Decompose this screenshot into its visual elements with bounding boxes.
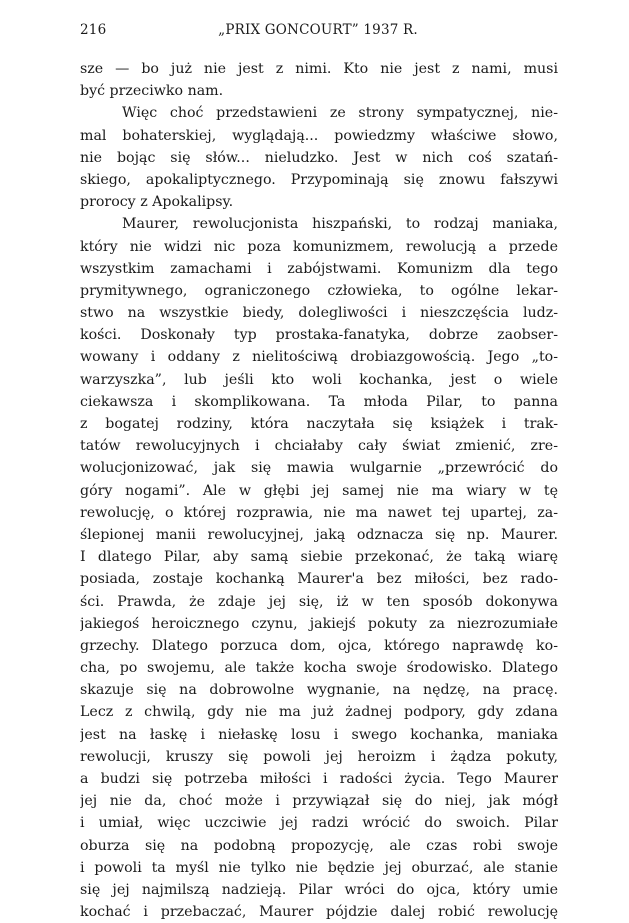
text-line: który nie widzi nic poza komunizmem, rewolucją a przede <box>80 238 558 255</box>
text-line: góry nogami”. Ale w głębi jej samej nie ma wiary w tę <box>80 482 558 499</box>
text-line: I dlatego Pilar, aby samą siebie przekonać, że taką wiarę <box>80 549 558 566</box>
text-line: prorocy z Apokalipsy. <box>80 194 234 211</box>
text-line: sze — bo już nie jest z nimi. Kto nie jest z nami, musi <box>80 61 558 77</box>
text-line: z bogatej rodziny, która naczytała się książek i trak- <box>80 416 558 432</box>
text-line: być przeciwko nam. <box>80 83 224 100</box>
text-line: jest na łaskę i niełaskę losu i swego kochanka, maniaka <box>80 726 558 743</box>
text-line: i powoli ta myśl nie tylko nie będzie jej oburzać, ale stanie <box>80 859 558 876</box>
text-line: kości. Doskonały typ prostaka-fanatyka, dobrze zaobser- <box>80 327 558 344</box>
text-line: prymitywnego, ograniczonego człowieka, to ogólne lekar- <box>80 282 558 299</box>
text-line: i umiał, więc uczciwie jej radzi wrócić do swoich. Pilar <box>80 815 558 832</box>
text-line: a budzi się potrzeba miłości i radości życia. Tego Maurer <box>80 771 558 787</box>
text-line: Więc choć przedstawieni ze strony sympatycznej, nie- <box>122 105 558 122</box>
text-line: rewolucji, kruszy się powoli jej heroizm i żądza pokuty, <box>80 748 558 765</box>
text-line: ślepionej manii rewolucyjnej, jaką odznacza się np. Maurer. <box>80 526 558 543</box>
text-line: warzyszka”, lub jeśli kto woli kochanka, jest o wiele <box>80 371 558 388</box>
text-line: rewolucję, o której rozprawia, nie ma nawet tej upartej, za- <box>80 504 558 521</box>
text-line: Maurer, rewolucjonista hiszpański, to rodzaj maniaka, <box>122 216 558 233</box>
text-line: stwo na wszystkie biedy, dolegliwości i nieszczęścia ludz- <box>80 305 558 322</box>
text-line: mal bohaterskiej, wyglądają... powiedzmy właściwe słowo, <box>80 127 558 144</box>
text-line: oburza się na podobną propozycję, ale czas robi swoje <box>80 837 558 854</box>
text-line: skiego, apokaliptycznego. Przypominają się znowu fałszywi <box>80 171 558 188</box>
text-line: wowany i oddany z nielitościwą drobiazgowością. Jego „to- <box>80 349 558 366</box>
page-number: 216 <box>80 22 107 38</box>
text-line: wolucjonizować, jak się mawia wulgarnie „przewrócić do <box>80 460 558 477</box>
body-text <box>80 58 558 923</box>
text-line: posiada, zostaje kochanką Maurer'a bez miłości, bez rado- <box>80 571 558 588</box>
text-line: nie bojąc się słów... nieludzko. Jest w nich coś szatań- <box>80 149 558 166</box>
text-line: się jej najmilszą nadzieją. Pilar wróci do ojca, który umie <box>80 881 558 898</box>
text-line: ciekawsza i skomplikowana. Ta młoda Pilar, to panna <box>80 393 558 410</box>
text-line: ści. Prawda, że zdaje jej się, iż w ten sposób dokonywa <box>80 593 558 610</box>
page-header <box>80 22 556 42</box>
text-line: skazuje się na dobrowolne wygnanie, na nędzę, na pracę. <box>80 682 558 699</box>
running-title: „PRIX GONCOURT” 1937 R. <box>218 22 418 38</box>
text-line: tatów rewolucyjnych i chciałaby cały świat zmienić, zre- <box>80 438 558 455</box>
text-line: cha, po swojemu, ale także kocha swoje środowisko. Dlatego <box>80 660 558 677</box>
text-line: Lecz z chwilą, gdy nie ma już żadnej podpory, gdy zdana <box>80 704 558 721</box>
text-line: grzechy. Dlatego porzuca dom, ojca, którego naprawdę ko- <box>80 637 558 654</box>
text-line: jej nie da, choć może i przywiązał się do niej, jak mógł <box>80 793 558 810</box>
text-line: jakiegoś heroicznego czynu, jakiejś pokuty za niezrozumiałe <box>80 615 558 632</box>
text-line: wszystkim zamachami i zabójstwami. Komunizm dla tego <box>80 260 558 277</box>
text-line: kochać i przebaczać, Maurer pójdzie dalej robić rewolucję <box>80 904 558 921</box>
